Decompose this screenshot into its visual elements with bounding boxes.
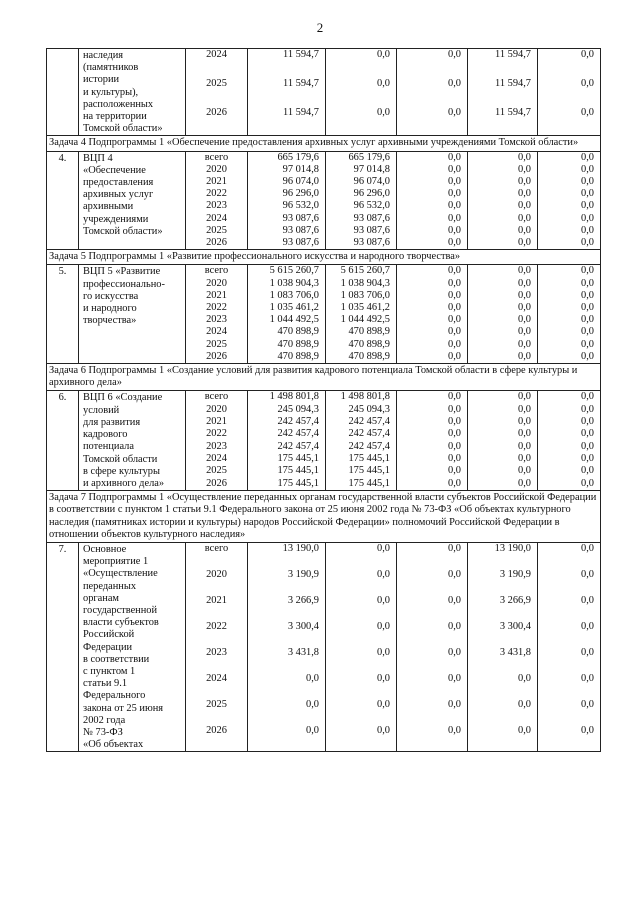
year-cell: 2025 bbox=[186, 339, 248, 351]
value-cell: 0,0 bbox=[468, 441, 538, 453]
value-cell: 0,0 bbox=[538, 453, 601, 465]
value-cell: 0,0 bbox=[397, 107, 468, 136]
task-heading-row bbox=[47, 491, 601, 543]
value-cell: 0,0 bbox=[538, 647, 601, 673]
value-cell: 11 594,7 bbox=[248, 78, 326, 107]
name-line: государственной bbox=[83, 604, 158, 616]
value-cell: 0,0 bbox=[326, 725, 397, 752]
value-cell: 0,0 bbox=[538, 441, 601, 453]
value-cell: 3 300,4 bbox=[468, 621, 538, 647]
value-cell: 11 594,7 bbox=[248, 49, 326, 78]
activity-name bbox=[79, 542, 186, 751]
value-cell: 0,0 bbox=[538, 569, 601, 595]
year-cell: 2022 bbox=[186, 621, 248, 647]
value-cell: 3 266,9 bbox=[468, 595, 538, 621]
value-cell: 175 445,1 bbox=[248, 478, 326, 491]
name-line: для развития bbox=[83, 416, 141, 428]
value-cell: 1 044 492,5 bbox=[326, 314, 397, 326]
year-cell: 2023 bbox=[186, 314, 248, 326]
value-cell: 0,0 bbox=[538, 237, 601, 250]
year-cell: 2026 bbox=[186, 237, 248, 250]
table-body bbox=[47, 49, 601, 752]
value-cell: 0,0 bbox=[397, 302, 468, 314]
value-cell: 0,0 bbox=[397, 428, 468, 440]
value-cell: 175 445,1 bbox=[326, 478, 397, 491]
value-cell: 0,0 bbox=[397, 237, 468, 250]
value-cell: 242 457,4 bbox=[326, 441, 397, 453]
value-cell: 242 457,4 bbox=[326, 428, 397, 440]
value-cell: 0,0 bbox=[397, 339, 468, 351]
name-line: Томской области» bbox=[83, 225, 163, 237]
value-cell: 0,0 bbox=[397, 416, 468, 428]
year-cell: 2024 bbox=[186, 326, 248, 338]
name-line: го искусства bbox=[83, 290, 139, 302]
value-cell: 96 532,0 bbox=[248, 200, 326, 212]
value-cell: 0,0 bbox=[326, 542, 397, 569]
value-cell: 0,0 bbox=[538, 188, 601, 200]
value-cell: 242 457,4 bbox=[248, 428, 326, 440]
year-cell: 2023 bbox=[186, 200, 248, 212]
page-number: 2 bbox=[316, 20, 324, 35]
value-cell: 0,0 bbox=[397, 278, 468, 290]
value-cell: 0,0 bbox=[538, 265, 601, 278]
name-line: мероприятие 1 bbox=[83, 556, 149, 568]
value-cell: 0,0 bbox=[397, 404, 468, 416]
value-cell: 242 457,4 bbox=[326, 416, 397, 428]
value-cell: 0,0 bbox=[468, 465, 538, 477]
value-cell: 1 035 461,2 bbox=[248, 302, 326, 314]
value-cell: 0,0 bbox=[538, 478, 601, 491]
value-cell: 0,0 bbox=[538, 176, 601, 188]
year-cell: всего bbox=[186, 542, 248, 569]
activity-name bbox=[79, 265, 186, 364]
value-cell: 242 457,4 bbox=[248, 416, 326, 428]
value-cell: 0,0 bbox=[326, 673, 397, 699]
value-cell: 0,0 bbox=[397, 78, 468, 107]
value-cell: 0,0 bbox=[326, 647, 397, 673]
row-number: 7. bbox=[47, 542, 79, 751]
value-cell: 0,0 bbox=[397, 213, 468, 225]
value-cell: 0,0 bbox=[397, 265, 468, 278]
value-cell: 0,0 bbox=[468, 213, 538, 225]
value-cell: 0,0 bbox=[468, 200, 538, 212]
value-cell: 5 615 260,7 bbox=[248, 265, 326, 278]
row-number bbox=[47, 49, 79, 136]
name-line: предоставления bbox=[83, 177, 154, 189]
name-line: Основное bbox=[83, 543, 127, 555]
value-cell: 3 431,8 bbox=[468, 647, 538, 673]
value-cell: 175 445,1 bbox=[326, 465, 397, 477]
name-line: ВЦП 6 «Создание bbox=[83, 392, 163, 404]
table-row bbox=[47, 542, 601, 569]
value-cell: 0,0 bbox=[468, 453, 538, 465]
name-line: творчества» bbox=[83, 315, 137, 327]
value-cell: 93 087,6 bbox=[326, 213, 397, 225]
activity-name bbox=[79, 391, 186, 491]
value-cell: 0,0 bbox=[468, 404, 538, 416]
year-cell: 2026 bbox=[186, 478, 248, 491]
value-cell: 0,0 bbox=[538, 225, 601, 237]
year-cell: 2025 bbox=[186, 699, 248, 725]
value-cell: 175 445,1 bbox=[248, 465, 326, 477]
activity-name bbox=[79, 151, 186, 250]
row-number: 4. bbox=[47, 151, 79, 250]
value-cell: 0,0 bbox=[397, 49, 468, 78]
value-cell: 0,0 bbox=[538, 49, 601, 78]
value-cell: 3 431,8 bbox=[248, 647, 326, 673]
value-cell: 1 038 904,3 bbox=[248, 278, 326, 290]
name-line: власти субъектов bbox=[83, 617, 159, 629]
name-line: кадрового bbox=[83, 429, 128, 441]
value-cell: 0,0 bbox=[538, 351, 601, 364]
value-cell: 0,0 bbox=[538, 78, 601, 107]
value-cell: 0,0 bbox=[397, 225, 468, 237]
name-line: с пунктом 1 bbox=[83, 665, 136, 677]
value-cell: 13 190,0 bbox=[248, 542, 326, 569]
value-cell: 0,0 bbox=[397, 188, 468, 200]
name-line: истории bbox=[83, 74, 120, 86]
value-cell: 96 296,0 bbox=[248, 188, 326, 200]
name-line: учреждениями bbox=[83, 213, 149, 225]
value-cell: 93 087,6 bbox=[326, 237, 397, 250]
value-cell: 245 094,3 bbox=[248, 404, 326, 416]
task-heading: Задача 6 Подпрограммы 1 «Создание условий для развития кадрового потенциала Томской области в сфере культуры и архивного дела» bbox=[47, 364, 601, 391]
value-cell: 0,0 bbox=[397, 699, 468, 725]
value-cell: 96 074,0 bbox=[248, 176, 326, 188]
value-cell: 0,0 bbox=[397, 351, 468, 364]
value-cell: 1 044 492,5 bbox=[248, 314, 326, 326]
value-cell: 0,0 bbox=[397, 151, 468, 164]
value-cell: 0,0 bbox=[468, 237, 538, 250]
value-cell: 0,0 bbox=[397, 441, 468, 453]
value-cell: 0,0 bbox=[326, 699, 397, 725]
table-row bbox=[47, 49, 601, 78]
name-line: на территории bbox=[83, 111, 147, 123]
value-cell: 11 594,7 bbox=[468, 78, 538, 107]
year-cell: 2024 bbox=[186, 673, 248, 699]
value-cell: 93 087,6 bbox=[248, 225, 326, 237]
value-cell: 0,0 bbox=[397, 391, 468, 404]
value-cell: 0,0 bbox=[538, 314, 601, 326]
value-cell: 0,0 bbox=[468, 351, 538, 364]
value-cell: 97 014,8 bbox=[248, 164, 326, 176]
value-cell: 0,0 bbox=[468, 314, 538, 326]
year-cell: 2020 bbox=[186, 164, 248, 176]
value-cell: 0,0 bbox=[538, 428, 601, 440]
value-cell: 0,0 bbox=[468, 428, 538, 440]
value-cell: 0,0 bbox=[397, 200, 468, 212]
value-cell: 470 898,9 bbox=[248, 326, 326, 338]
task-heading-row bbox=[47, 250, 601, 265]
value-cell: 93 087,6 bbox=[248, 213, 326, 225]
name-line: закона от 25 июня bbox=[83, 702, 164, 714]
name-line: расположенных bbox=[83, 98, 154, 110]
value-cell: 470 898,9 bbox=[326, 351, 397, 364]
value-cell: 0,0 bbox=[538, 391, 601, 404]
value-cell: 0,0 bbox=[326, 78, 397, 107]
value-cell: 245 094,3 bbox=[326, 404, 397, 416]
value-cell: 0,0 bbox=[538, 290, 601, 302]
value-cell: 0,0 bbox=[397, 176, 468, 188]
year-cell: 2024 bbox=[186, 213, 248, 225]
value-cell: 0,0 bbox=[538, 151, 601, 164]
value-cell: 0,0 bbox=[397, 569, 468, 595]
row-number: 5. bbox=[47, 265, 79, 364]
value-cell: 0,0 bbox=[538, 416, 601, 428]
year-cell: 2022 bbox=[186, 188, 248, 200]
task-heading: Задача 7 Подпрограммы 1 «Осуществление переданных органам государственной власти субъектов Российской Федерации в соответствии с пунктом 1 статьи 9.1 Федерального закона от 25 июня 2002 года № 73-ФЗ «Об объектах культурного наследия (памятниках истории и культуры) народов Российской Федерации» полномочий Российской Федерации в отношении объектов культурного наследия» bbox=[47, 491, 601, 543]
name-line: Томской области» bbox=[83, 123, 163, 135]
name-line: Томской области bbox=[83, 453, 158, 465]
value-cell: 0,0 bbox=[468, 164, 538, 176]
table-row bbox=[47, 151, 601, 164]
value-cell: 0,0 bbox=[538, 673, 601, 699]
value-cell: 0,0 bbox=[538, 465, 601, 477]
activity-name bbox=[79, 49, 186, 136]
name-line: Федерации bbox=[83, 641, 133, 653]
year-cell: 2026 bbox=[186, 351, 248, 364]
value-cell: 3 190,9 bbox=[248, 569, 326, 595]
value-cell: 242 457,4 bbox=[248, 441, 326, 453]
name-line: ВЦП 4 bbox=[83, 152, 113, 164]
value-cell: 470 898,9 bbox=[326, 339, 397, 351]
year-cell: 2025 bbox=[186, 78, 248, 107]
value-cell: 0,0 bbox=[468, 290, 538, 302]
name-line: в сфере культуры bbox=[83, 465, 160, 477]
value-cell: 3 190,9 bbox=[468, 569, 538, 595]
name-line: № 73-ФЗ bbox=[83, 726, 123, 738]
name-line: в соответствии bbox=[83, 653, 150, 665]
name-line: условий bbox=[83, 404, 120, 416]
year-cell: 2021 bbox=[186, 595, 248, 621]
value-cell: 0,0 bbox=[538, 213, 601, 225]
value-cell: 0,0 bbox=[468, 265, 538, 278]
value-cell: 0,0 bbox=[326, 621, 397, 647]
value-cell: 665 179,6 bbox=[326, 151, 397, 164]
budget-table bbox=[46, 48, 601, 752]
value-cell: 0,0 bbox=[468, 478, 538, 491]
year-cell: 2022 bbox=[186, 302, 248, 314]
value-cell: 0,0 bbox=[538, 200, 601, 212]
value-cell: 96 296,0 bbox=[326, 188, 397, 200]
value-cell: 0,0 bbox=[538, 595, 601, 621]
value-cell: 0,0 bbox=[538, 699, 601, 725]
value-cell: 0,0 bbox=[538, 725, 601, 752]
value-cell: 470 898,9 bbox=[248, 351, 326, 364]
value-cell: 0,0 bbox=[538, 164, 601, 176]
year-cell: 2021 bbox=[186, 416, 248, 428]
value-cell: 0,0 bbox=[538, 339, 601, 351]
name-line: наследия bbox=[83, 50, 124, 61]
value-cell: 1 498 801,8 bbox=[326, 391, 397, 404]
year-cell: 2023 bbox=[186, 441, 248, 453]
value-cell: 0,0 bbox=[468, 176, 538, 188]
table-row bbox=[47, 391, 601, 404]
value-cell: 0,0 bbox=[326, 569, 397, 595]
value-cell: 0,0 bbox=[397, 453, 468, 465]
task-heading-row bbox=[47, 136, 601, 151]
name-line: статьи 9.1 bbox=[83, 678, 128, 690]
value-cell: 0,0 bbox=[326, 49, 397, 78]
name-line: ВЦП 5 «Развитие bbox=[83, 266, 161, 278]
value-cell: 0,0 bbox=[468, 725, 538, 752]
value-cell: 0,0 bbox=[397, 478, 468, 491]
name-line: архивными bbox=[83, 201, 134, 213]
value-cell: 1 083 706,0 bbox=[248, 290, 326, 302]
value-cell: 0,0 bbox=[468, 302, 538, 314]
value-cell: 13 190,0 bbox=[468, 542, 538, 569]
year-cell: 2025 bbox=[186, 465, 248, 477]
value-cell: 11 594,7 bbox=[468, 49, 538, 78]
year-cell: всего bbox=[186, 265, 248, 278]
value-cell: 0,0 bbox=[538, 621, 601, 647]
value-cell: 0,0 bbox=[468, 673, 538, 699]
value-cell: 0,0 bbox=[397, 314, 468, 326]
year-cell: 2024 bbox=[186, 453, 248, 465]
year-cell: всего bbox=[186, 151, 248, 164]
name-line: 2002 года bbox=[83, 714, 126, 726]
name-line: (памятников bbox=[83, 62, 139, 74]
value-cell: 0,0 bbox=[397, 725, 468, 752]
year-cell: 2024 bbox=[186, 49, 248, 78]
value-cell: 11 594,7 bbox=[468, 107, 538, 136]
value-cell: 97 014,8 bbox=[326, 164, 397, 176]
year-cell: 2023 bbox=[186, 647, 248, 673]
value-cell: 470 898,9 bbox=[248, 339, 326, 351]
value-cell: 0,0 bbox=[248, 725, 326, 752]
name-line: переданных bbox=[83, 580, 137, 592]
name-line: и культуры), bbox=[83, 86, 139, 98]
value-cell: 0,0 bbox=[538, 107, 601, 136]
value-cell: 0,0 bbox=[397, 673, 468, 699]
value-cell: 3 300,4 bbox=[248, 621, 326, 647]
year-cell: всего bbox=[186, 391, 248, 404]
value-cell: 0,0 bbox=[538, 302, 601, 314]
value-cell: 0,0 bbox=[397, 542, 468, 569]
value-cell: 0,0 bbox=[468, 391, 538, 404]
name-line: Российской bbox=[83, 629, 135, 641]
name-line: Федерального bbox=[83, 690, 146, 702]
value-cell: 0,0 bbox=[248, 699, 326, 725]
value-cell: 0,0 bbox=[468, 188, 538, 200]
value-cell: 0,0 bbox=[326, 595, 397, 621]
value-cell: 0,0 bbox=[397, 290, 468, 302]
year-cell: 2021 bbox=[186, 290, 248, 302]
value-cell: 0,0 bbox=[468, 416, 538, 428]
value-cell: 0,0 bbox=[397, 164, 468, 176]
value-cell: 3 266,9 bbox=[248, 595, 326, 621]
year-cell: 2025 bbox=[186, 225, 248, 237]
value-cell: 175 445,1 bbox=[248, 453, 326, 465]
value-cell: 0,0 bbox=[538, 326, 601, 338]
name-line: и народного bbox=[83, 303, 137, 315]
name-line: «Об объектах bbox=[83, 739, 144, 751]
year-cell: 2026 bbox=[186, 107, 248, 136]
value-cell: 0,0 bbox=[538, 404, 601, 416]
value-cell: 0,0 bbox=[468, 326, 538, 338]
value-cell: 93 087,6 bbox=[326, 225, 397, 237]
name-line: потенциала bbox=[83, 441, 134, 453]
value-cell: 1 498 801,8 bbox=[248, 391, 326, 404]
value-cell: 0,0 bbox=[397, 647, 468, 673]
value-cell: 11 594,7 bbox=[248, 107, 326, 136]
year-cell: 2021 bbox=[186, 176, 248, 188]
table-row bbox=[47, 265, 601, 278]
value-cell: 1 038 904,3 bbox=[326, 278, 397, 290]
value-cell: 0,0 bbox=[326, 107, 397, 136]
year-cell: 2020 bbox=[186, 278, 248, 290]
year-cell: 2020 bbox=[186, 404, 248, 416]
name-line: профессионально- bbox=[83, 278, 165, 290]
task-heading: Задача 4 Подпрограммы 1 «Обеспечение предоставления архивных услуг архивными учреждениями Томской области» bbox=[47, 136, 601, 151]
task-heading-row bbox=[47, 364, 601, 391]
value-cell: 0,0 bbox=[248, 673, 326, 699]
year-cell: 2026 bbox=[186, 725, 248, 752]
value-cell: 0,0 bbox=[397, 326, 468, 338]
value-cell: 175 445,1 bbox=[326, 453, 397, 465]
value-cell: 0,0 bbox=[468, 225, 538, 237]
value-cell: 0,0 bbox=[468, 151, 538, 164]
value-cell: 0,0 bbox=[538, 278, 601, 290]
name-line: и архивного дела» bbox=[83, 477, 165, 489]
value-cell: 1 083 706,0 bbox=[326, 290, 397, 302]
value-cell: 0,0 bbox=[468, 278, 538, 290]
name-line: органам bbox=[83, 592, 120, 604]
value-cell: 96 532,0 bbox=[326, 200, 397, 212]
row-number: 6. bbox=[47, 391, 79, 491]
value-cell: 5 615 260,7 bbox=[326, 265, 397, 278]
value-cell: 0,0 bbox=[397, 621, 468, 647]
value-cell: 0,0 bbox=[468, 699, 538, 725]
name-line: «Осуществление bbox=[83, 568, 158, 580]
value-cell: 0,0 bbox=[468, 339, 538, 351]
value-cell: 1 035 461,2 bbox=[326, 302, 397, 314]
value-cell: 0,0 bbox=[397, 595, 468, 621]
value-cell: 96 074,0 bbox=[326, 176, 397, 188]
value-cell: 665 179,6 bbox=[248, 151, 326, 164]
year-cell: 2022 bbox=[186, 428, 248, 440]
name-line: «Обеспечение bbox=[83, 164, 146, 176]
value-cell: 0,0 bbox=[538, 542, 601, 569]
value-cell: 470 898,9 bbox=[326, 326, 397, 338]
value-cell: 93 087,6 bbox=[248, 237, 326, 250]
task-heading: Задача 5 Подпрограммы 1 «Развитие профессионального искусства и народного творчества» bbox=[47, 250, 601, 265]
year-cell: 2020 bbox=[186, 569, 248, 595]
value-cell: 0,0 bbox=[397, 465, 468, 477]
name-line: архивных услуг bbox=[83, 189, 154, 201]
